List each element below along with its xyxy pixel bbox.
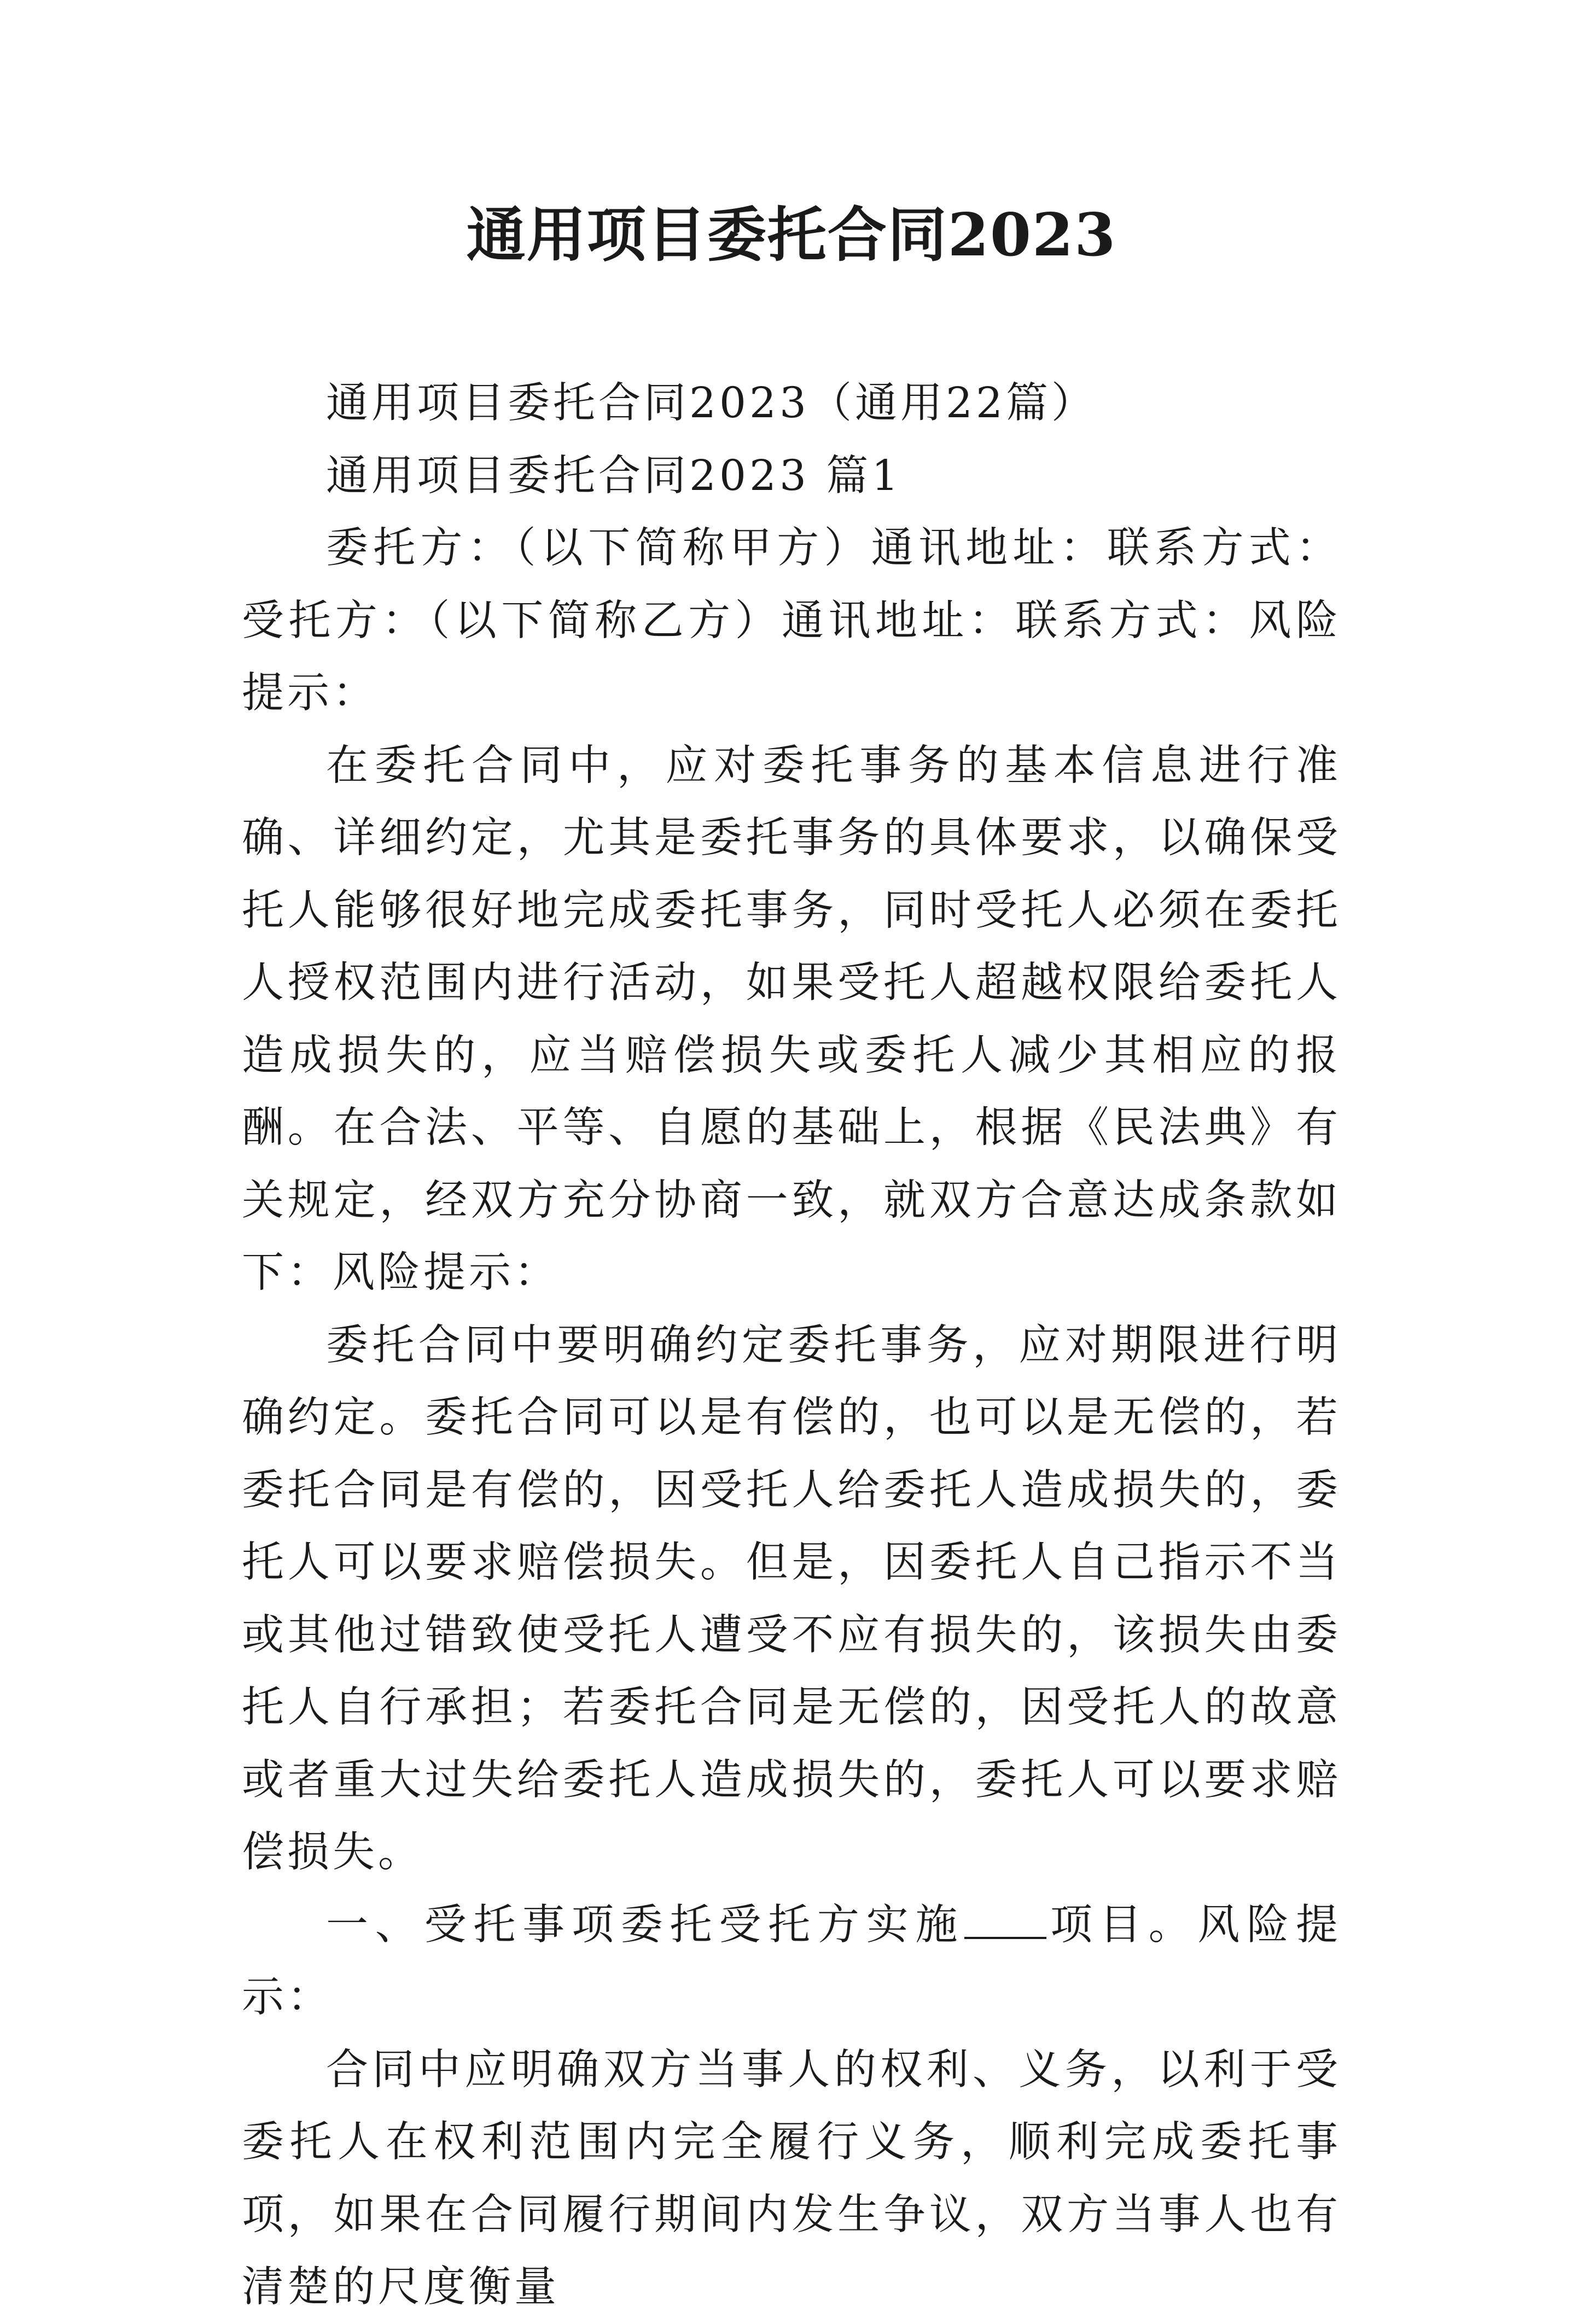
- paragraph-collection-heading: 通用项目委托合同2023（通用22篇）: [326, 379, 1097, 428]
- item-one-suffix: 项目。风险提示：: [242, 1900, 1342, 2022]
- paragraph-risk-note-3: 合同中应明确双方当事人的权利、义务，以利于受委托人在权利范围内完全履行义务，顺利完成委托事项，如果在合同履行期间内发生争议，双方当事人也有清楚的尺度衡量: [242, 2045, 1341, 2311]
- paragraph-risk-note-2: 委托合同中要明确约定委托事务，应对期限进行明确约定。委托合同可以是有偿的，也可以是无偿的，若委托合同是有偿的，因受托人给委托人造成损失的，委托人可以要求赔偿损失。但是，因委托人自己指示不当或其他过错致使受托人遭受不应有损失的，该损失由委托人自行承担；若委托合同是无偿的，因受托人的故意或者重大过失给委托人造成损失的，委托人可以要求赔偿损失。: [242, 1321, 1341, 1877]
- item-one-prefix: 一、受托事项委托受托方实施: [326, 1900, 965, 1949]
- fill-in-blank: [964, 1904, 1046, 1939]
- document-body: [242, 367, 1341, 2324]
- paragraph-item-one: [242, 1889, 1341, 2034]
- document-title: 通用项目委托合同2023: [466, 201, 1117, 270]
- paragraph-parties: 委托方：（以下简称甲方）通讯地址：联系方式：受托方：（以下简称乙方）通讯地址：联系方式：风险提示：: [242, 524, 1341, 717]
- paragraph-section-heading: 通用项目委托合同2023 篇1: [326, 451, 902, 500]
- paragraph-risk-note-1: 在委托合同中，应对委托事务的基本信息进行准确、详细约定，尤其是委托事务的具体要求，以确保受托人能够很好地完成委托事务，同时受托人必须在委托人授权范围内进行活动，如果受托人超越权限给委托人造成损失的，应当赔偿损失或委托人减少其相应的报酬。在合法、平等、自愿的基础上，根据《民法典》有关规定，经双方充分协商一致，就双方合意达成条款如下：风险提示：: [242, 741, 1341, 1297]
